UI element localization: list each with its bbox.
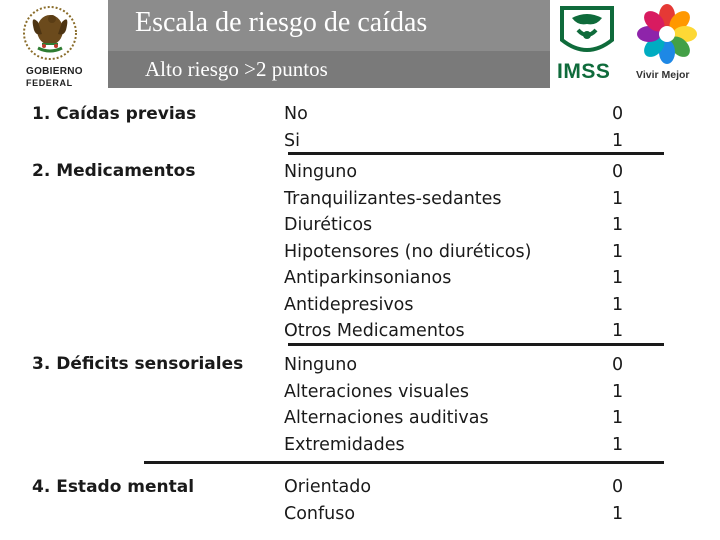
category-deficits-sensoriales: 3. Déficits sensoriales [32,354,244,374]
option-points: 1 [612,241,624,262]
vivir-mejor-label: Vivir Mejor [636,69,690,81]
option-points: 0 [612,355,624,375]
option-label: Si [284,130,300,151]
option-label: Ninguno [284,355,358,375]
option-label: Hipotensores (no diuréticos) [284,241,532,262]
options-caidas-previas [284,101,308,154]
section-divider [288,152,664,155]
category-estado-mental: 4. Estado mental [32,477,195,497]
gobierno-label: GOBIERNO [26,66,83,77]
section-divider [144,461,664,464]
option-label: Alteraciones visuales [284,381,470,402]
category-caidas-previas: 1. Caídas previas [32,104,197,124]
imss-wordmark: IMSS [557,60,611,83]
option-label: Confuso [284,503,356,524]
option-label: No [284,104,308,124]
page-subtitle: Alto riesgo >2 puntos [145,57,328,81]
option-label: Otros Medicamentos [284,321,465,341]
option-points: 1 [612,268,624,288]
page-title: Escala de riesgo de caídas [135,7,428,38]
options-deficits-sensoriales [284,352,489,458]
category-medicamentos: 2. Medicamentos [32,161,196,181]
option-points: 1 [612,215,624,235]
option-points: 1 [612,130,624,151]
option-label: Tranquilizantes-sedantes [284,188,502,209]
option-points: 1 [612,503,624,524]
option-points: 0 [612,477,624,497]
option-points: 1 [612,188,624,209]
option-label: Antidepresivos [284,294,414,315]
option-label: Antiparkinsonianos [284,268,452,288]
option-label: Alternaciones auditivas [284,408,489,428]
option-points: 1 [612,434,624,455]
option-label: Orientado [284,477,372,497]
option-label: Extremidades [284,434,405,455]
federal-label: FEDERAL [26,78,73,88]
options-medicamentos [284,159,531,345]
option-points: 0 [612,104,624,124]
option-label: Ninguno [284,162,358,182]
flower-icon [636,2,698,66]
section-divider [288,343,664,346]
option-points: 1 [612,408,624,428]
vivir-mejor-logo [636,2,698,66]
options-estado-mental [284,474,371,527]
points-caidas-previas [612,101,623,154]
option-points: 1 [612,381,624,402]
option-points: 1 [612,294,624,315]
imss-eagle-icon [556,4,618,60]
points-deficits-sensoriales [612,352,623,458]
points-medicamentos [612,159,623,345]
option-label: Diuréticos [284,215,373,235]
points-estado-mental [612,474,623,527]
mexican-eagle-emblem-icon [8,0,100,66]
option-points: 0 [612,162,624,182]
option-points: 1 [612,321,624,341]
